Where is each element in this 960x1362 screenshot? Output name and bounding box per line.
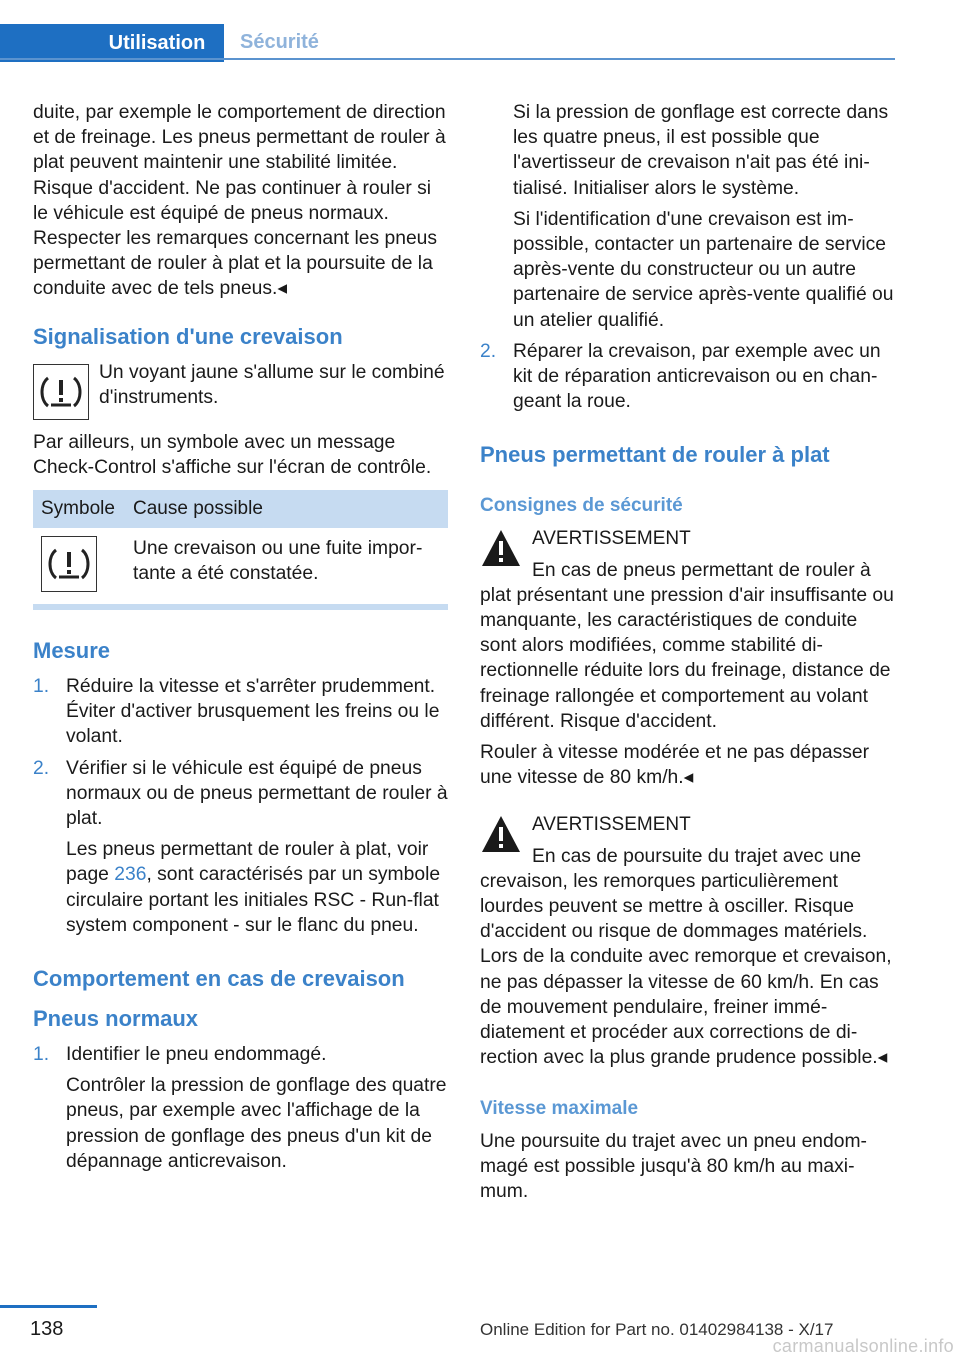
page-link-236[interactable]: 236	[114, 864, 147, 886]
header-divider	[0, 58, 895, 60]
pneus-normaux-list	[33, 1042, 448, 1174]
heading-mesure: Mesure	[33, 638, 111, 664]
warning-block-1	[480, 526, 895, 582]
tab-securite[interactable]: Sécurité	[240, 30, 319, 53]
heading-pneus-normaux: Pneus normaux	[33, 1006, 199, 1032]
right-list	[480, 339, 895, 415]
table-cell-cause: Une crevaison ou une fuite importante a été constatée.	[133, 538, 423, 585]
right-paragraph-2: Si l'identification d'une crevaison est impossible, contacter un partenaire de service après-vente du constructeur ou un autre partenaire de service après-vente qualifié ou un atelier qualifié.	[513, 208, 894, 331]
table-header-symbol: Symbole	[33, 490, 125, 528]
vitesse-paragraph: Une poursuite du trajet avec un pneu endommagé est possible jusqu'à 80 km/h au maximum.	[480, 1130, 867, 1202]
header-bar	[0, 24, 895, 60]
pneus-normaux-detail: Contrôler la pression de gonflage des quatre pneus, par exemple avec l'affichage de la pression de gonflage des pneus d'un kit de dépannage anticrevaison.	[66, 1075, 447, 1172]
mesure-list	[33, 674, 448, 938]
right-column	[480, 100, 895, 1210]
intro-paragraph: duite, par exemple le comportement de direction et de freinage. Les pneus permettant de rouler à plat peuvent maintenir une stabilité limitée. Risque d'accident. Ne pas continuer à rouler si le véhicule est équipé de pneus normaux. Respecter les remarques concernant les pneus permettant de rouler à plat et la poursuite de la conduite avec de tels pneus.◂	[33, 102, 446, 300]
list-item: 2. Réparer la crevaison, par exemple avec un kit de réparation anticrevaison ou en changeant la roue.	[480, 340, 881, 413]
watermark: carmanualsonline.info	[772, 1336, 954, 1356]
table-row	[33, 528, 448, 600]
right-paragraph-1: Si la pression de gonflage est correcte dans les quatre pneus, il est possible que l'avertisseur de crevaison n'ait pas été initialisé. Initialiser alors le système.	[513, 102, 889, 199]
warning-triangle-icon	[480, 814, 522, 854]
warning-lead: En cas de pneus permettant de rouler à	[532, 559, 871, 581]
tire-pressure-warning-icon	[33, 364, 89, 420]
list-item: 1. Réduire la vitesse et s'arrêter prudemment. Éviter d'activer brusquement les freins ou le volant.	[33, 676, 440, 748]
warning-body-2: crevaison, les remorques particulièrement lourdes peuvent se mettre à osciller. Risque d'accident ou risque de dommages matériels. Lors de la conduite avec remorque et crevaison, ne pas dépasser la vitesse de 60 km/h. En cas de mouvement pendulaire, freiner immédiatement et procéder aux corrections de direction avec la plus grande prudence possible.◂	[480, 870, 892, 1069]
warning-body-1: plat présentant une pression d'air insuffisante ou manquante, les caractéristiques de conduite sont alors modifiées, comme stabilité directionnelle réduite lors du freinage, distance de freinage rallongée et comportement au volant différent. Risque d'accident.	[480, 584, 894, 732]
page-number: 138	[30, 1318, 64, 1340]
heading-runflat: Pneus permettant de rouler à plat	[480, 442, 830, 468]
table-bottom-rule	[33, 604, 448, 610]
signal-text: Un voyant jaune s'allume sur le combiné d'instruments.	[99, 361, 445, 408]
symbol-table	[33, 490, 448, 600]
left-column	[33, 100, 448, 1180]
warning-title: AVERTISSEMENT	[532, 528, 691, 550]
warning-extra-1: Rouler à vitesse modérée et ne pas dépasser une vitesse de 80 km/h.◂	[480, 742, 870, 789]
edition-footer: Online Edition for Part no. 01402984138 - X/17	[480, 1320, 834, 1339]
warning-lead: En cas de poursuite du trajet avec une	[532, 845, 862, 867]
heading-consignes: Consignes de sécurité	[480, 495, 683, 517]
page-number-rule	[0, 1305, 97, 1308]
warning-triangle-icon	[480, 528, 522, 568]
signal-row	[33, 360, 448, 420]
tab-utilisation[interactable]: Utilisation	[0, 24, 224, 62]
table-cell-symbol	[33, 528, 125, 600]
warning-block-2	[480, 812, 895, 868]
heading-vitesse: Vitesse maximale	[480, 1097, 639, 1119]
table-header-cause: Cause possible	[125, 490, 448, 528]
warning-title: AVERTISSEMENT	[532, 814, 691, 836]
list-item: 1. Identifier le pneu endommagé. Contrôler la pression de gonflage des quatre pneus, par exemple avec l'affichage de la pression de gonflage des pneus d'un kit de dépannage anticrevaison.	[33, 1042, 448, 1174]
heading-signalisation: Signalisation d'une crevaison	[33, 323, 343, 349]
mesure-2-detail: Les pneus permettant de rouler à plat, voir page 236, sont caractérisés par un symbole circulaire portant les initiales RSC - Run-flat system component - sur le flanc du pneu.	[66, 839, 441, 936]
heading-comportement: Comportement en cas de crevaison	[33, 966, 405, 992]
list-item: 2. Vérifier si le véhicule est équipé de pneus normaux ou de pneus permettant de rouler à plat. Les pneus permettant de rouler à plat, voir page 236, sont caractérisés par un symbole circulaire portant les initiales RSC - Run-flat system component - sur le flanc du pneu.	[33, 756, 448, 938]
check-control-paragraph: Par ailleurs, un symbole avec un message Check-Control s'affiche sur l'écran de contrôle.	[33, 431, 432, 478]
table-header-row	[33, 490, 448, 528]
tire-pressure-warning-icon	[41, 536, 97, 592]
